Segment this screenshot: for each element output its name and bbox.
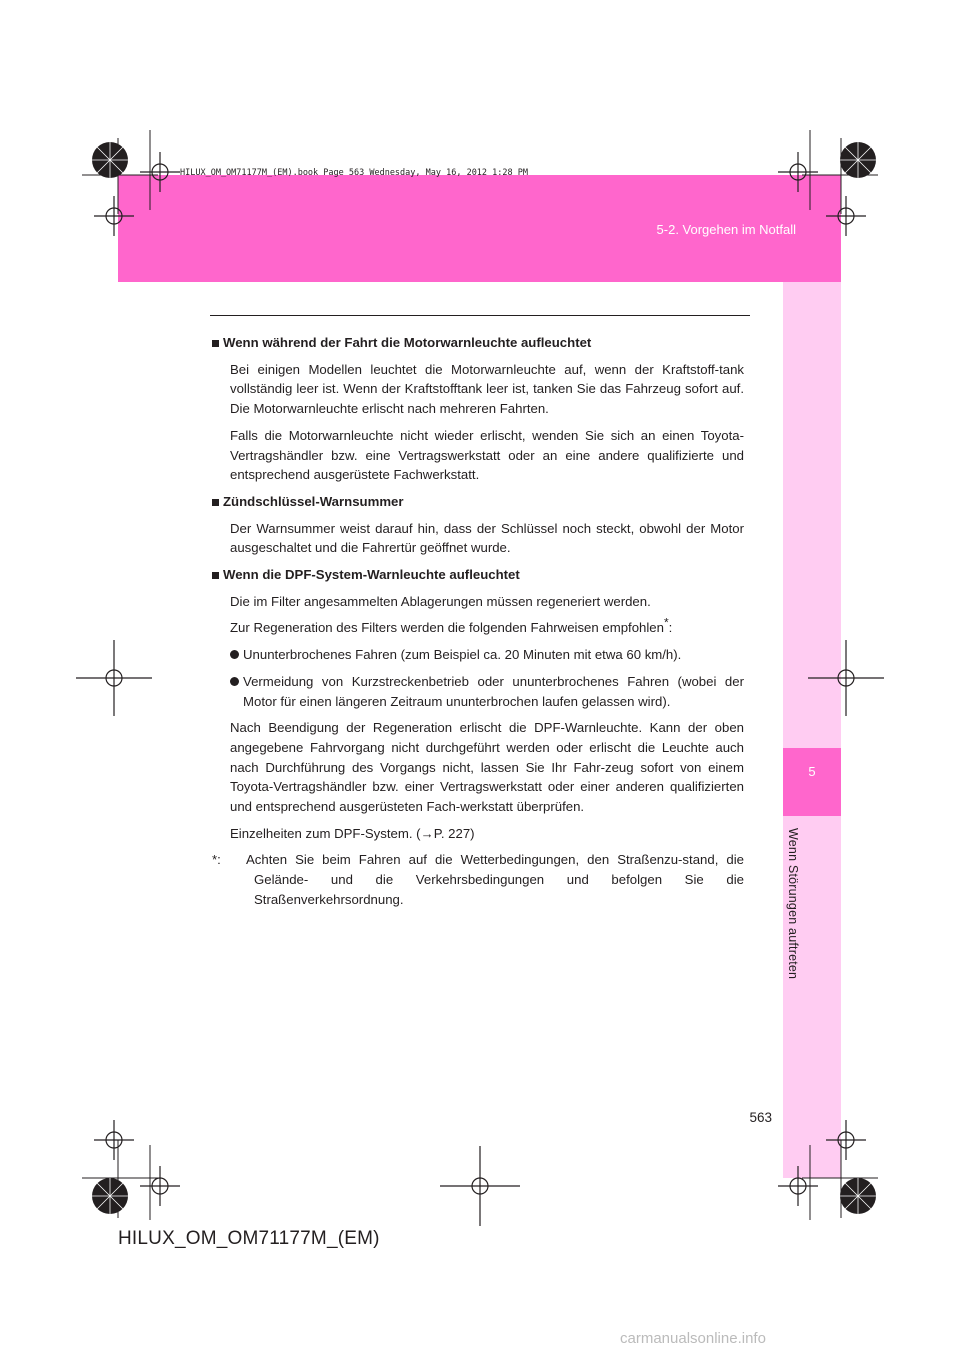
footnote-reference: * bbox=[663, 616, 669, 631]
paragraph: Nach Beendigung der Regeneration erlischt die DPF-Warnleuchte. Kann der oben angegebene Fahrvorgang nicht durchgeführt werden oder erlischt die Leuchte auch nach Durchführung des Vorgangs nicht, lassen Sie Ihr Fahr-zeug sofort von einem Toyota-Vertragshändler bzw. einer Vertragswerkstatt oder einer anderen qualifizierten und entsprechend ausgerüsteten Fach-werkstatt überprüfen. bbox=[230, 720, 744, 815]
footnote-mark: *: bbox=[212, 852, 221, 868]
list-item: Ununterbrochenes Fahren (zum Beispiel ca. 20 Minuten mit etwa 60 km/h). bbox=[230, 645, 744, 665]
page-content bbox=[212, 333, 744, 910]
paragraph: Der Warnsummer weist darauf hin, dass der Schlüssel noch steckt, obwohl der Motor ausgeschaltet und die Fahrertür geöffnet wurde. bbox=[230, 520, 744, 556]
footnote bbox=[212, 850, 744, 909]
document-id: HILUX_OM_OM71177M_(EM) bbox=[118, 1228, 380, 1249]
section-heading-dpf-warning: Wenn die DPF-System-Warnleuchte aufleuchtet bbox=[212, 565, 744, 585]
square-bullet-icon bbox=[212, 499, 219, 506]
footnote-text: Achten Sie beim Fahren auf die Wetterbedingungen, den Straßenzu-stand, die Gelände- und die Verkehrsbedingungen und befolgen Sie die Straßenverkehrsordnung. bbox=[246, 852, 744, 907]
paragraph: Bei einigen Modellen leuchtet die Motorwarnleuchte auf, wenn der Kraftstoff-tank vollständig leer ist. Wenn der Kraftstofftank leer ist, tanken Sie das Fahrzeug sofort auf. Die Motorwarnleuchte erlischt nach mehreren Fahrten. bbox=[230, 361, 744, 417]
square-bullet-icon bbox=[212, 340, 219, 347]
header-rule bbox=[210, 315, 750, 316]
section-heading-key-buzzer: Zündschlüssel-Warnsummer bbox=[212, 492, 744, 512]
watermark: carmanualsonline.info bbox=[620, 1330, 766, 1347]
section-title: 5-2. Vorgehen im Notfall bbox=[656, 222, 796, 237]
paragraph: Falls die Motorwarnleuchte nicht wieder erlischt, wenden Sie sich an einen Toyota-Vertragshändler bzw. eine Vertragswerkstatt oder an eine andere qualifizierte und entsprechend ausgerüstete Fachwerkstatt. bbox=[230, 427, 744, 483]
square-bullet-icon bbox=[212, 572, 219, 579]
paragraph: Zur Regeneration des Filters werden die folgenden Fahrweisen empfohlen*: bbox=[230, 616, 673, 636]
cross-reference: Einzelheiten zum DPF-System. (→P. 227) bbox=[230, 825, 475, 841]
round-bullet-icon bbox=[230, 677, 239, 686]
paragraph: Die im Filter angesammelten Ablagerungen müssen regeneriert werden. bbox=[230, 593, 651, 609]
section-heading-engine-warning: Wenn während der Fahrt die Motorwarnleuchte aufleuchtet bbox=[212, 333, 744, 353]
round-bullet-icon bbox=[230, 650, 239, 659]
list-item: Vermeidung von Kurzstreckenbetrieb oder ununterbrochenes Fahren (wobei der Motor für einen längeren Zeitraum ununterbrochen laufen gelassen wird). bbox=[230, 672, 744, 711]
chapter-number: 5 bbox=[808, 764, 816, 779]
file-stamp: HILUX_OM_OM71177M_(EM).book Page 563 Wednesday, May 16, 2012 1:28 PM bbox=[180, 168, 528, 178]
page-number: 563 bbox=[749, 1110, 772, 1125]
chapter-label: Wenn Störungen auftreten bbox=[786, 828, 800, 980]
